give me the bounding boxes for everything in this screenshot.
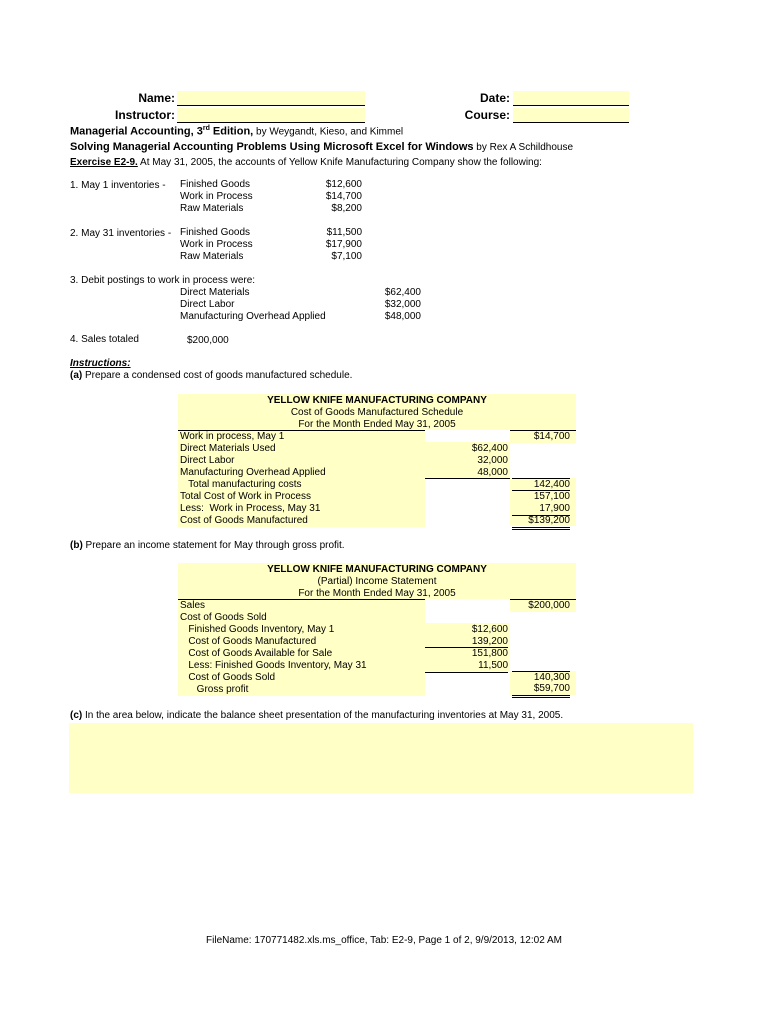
book-title-main: Managerial Accounting, 3	[70, 125, 203, 138]
schedule-header	[178, 394, 576, 430]
table-cell: 151,800	[425, 647, 508, 660]
list-item: Finished Goods $12,600	[180, 179, 362, 190]
answer-area[interactable]	[69, 723, 693, 793]
income-company: YELLOW KNIFE MANUFACTURING COMPANY	[267, 564, 487, 575]
table-row: Cost of Goods Available for Sale	[180, 648, 333, 659]
list-item: Finished Goods $11,500	[180, 227, 362, 238]
table-row: Cost of Goods Manufactured	[180, 515, 308, 526]
table-cell: 139,200	[471, 636, 508, 647]
table-cell: 142,400	[512, 478, 570, 491]
date-label: Date:	[479, 91, 510, 105]
list-item: Manufacturing Overhead Applied $48,000	[180, 311, 421, 322]
table-cell: $14,700	[533, 431, 570, 442]
table-cell: 140,300	[512, 671, 570, 684]
schedule-mid-rule	[425, 478, 510, 479]
course-field[interactable]	[513, 108, 629, 123]
table-row: Finished Goods Inventory, May 1	[180, 624, 335, 635]
table-cell: $200,000	[528, 600, 570, 611]
table-row: Total manufacturing costs	[180, 479, 302, 490]
course-label: Course:	[464, 108, 510, 122]
table-row: Gross profit	[180, 684, 249, 695]
table-row: Cost of Goods Manufactured	[180, 636, 317, 647]
date-field[interactable]	[513, 91, 629, 106]
table-cell: $12,600	[471, 624, 508, 635]
table-cell: 11,500	[425, 660, 508, 673]
instructor-field[interactable]	[177, 108, 365, 123]
table-cell: $139,200	[512, 515, 570, 530]
list-item: Direct Materials $62,400	[180, 287, 421, 298]
subtitle	[70, 141, 573, 153]
list-item: Raw Materials $7,100	[180, 251, 362, 262]
schedule-company: YELLOW KNIFE MANUFACTURING COMPANY	[267, 395, 487, 406]
income-header	[178, 563, 576, 599]
table-row: Work in process, May 1	[180, 431, 285, 442]
table-row: Cost of Goods Sold	[180, 612, 267, 623]
instructor-label: Instructor:	[115, 108, 175, 122]
income-title: (Partial) Income Statement	[317, 576, 437, 587]
book-title-edition: Edition,	[209, 125, 254, 138]
table-cell: 157,100	[512, 490, 570, 503]
subtitle-author: by Rex A Schildhouse	[473, 142, 574, 153]
item1-label: 1. May 1 inventories -	[70, 180, 166, 191]
list-item: Work in Process $17,900	[180, 239, 362, 250]
table-cell: $62,400	[471, 443, 508, 454]
table-row: Direct Materials Used	[180, 443, 276, 454]
table-row: Manufacturing Overhead Applied	[180, 467, 326, 478]
schedule-title: Cost of Goods Manufactured Schedule	[290, 407, 464, 418]
book-authors: by Weygandt, Kieso, and Kimmel	[253, 126, 404, 138]
instruction-b: (b) Prepare an income statement for May through gross profit.	[70, 540, 345, 551]
list-item: Direct Labor $32,000	[180, 299, 421, 310]
book-title-sup: rd	[202, 125, 210, 132]
item3-label: 3. Debit postings to work in process were:	[70, 275, 256, 286]
table-row: Less: Work in Process, May 31	[180, 503, 321, 514]
income-period: For the Month Ended May 31, 2005	[298, 588, 456, 599]
instruction-a: (a) Prepare a condensed cost of goods manufactured schedule.	[70, 370, 353, 381]
item2-label: 2. May 31 inventories -	[70, 228, 172, 239]
name-label: Name:	[138, 91, 175, 105]
table-row: Less: Finished Goods Inventory, May 31	[180, 660, 367, 671]
exercise-text: At May 31, 2005, the accounts of Yellow Knife Manufacturing Company show the following:	[137, 157, 542, 168]
instruction-c: (c) In the area below, indicate the balance sheet presentation of the manufacturing inventories at May 31, 2005.	[70, 710, 564, 721]
book-title	[70, 125, 403, 138]
subtitle-main: Solving Managerial Accounting Problems Using Microsoft Excel for Windows	[70, 141, 474, 153]
table-row: Total Cost of Work in Process	[180, 491, 311, 502]
instructions-heading: Instructions:	[70, 358, 131, 369]
exercise-label: Exercise E2-9.	[70, 157, 138, 168]
exercise-line	[70, 157, 542, 168]
list-item: Work in Process $14,700	[180, 191, 362, 202]
item4-value: $200,000	[187, 335, 229, 346]
item4-label: 4. Sales totaled	[70, 334, 139, 345]
name-field[interactable]	[177, 91, 365, 106]
table-row: Cost of Goods Sold	[180, 672, 276, 683]
page-footer: FileName: 170771482.xls.ms_office, Tab: E2-9, Page 1 of 2, 9/9/2013, 12:02 AM	[206, 935, 562, 946]
list-item: Raw Materials $8,200	[180, 203, 362, 214]
table-cell: 17,900	[512, 503, 570, 516]
table-cell: $59,700	[512, 683, 570, 698]
table-row: Direct Labor	[180, 455, 235, 466]
table-cell: 32,000	[477, 455, 508, 466]
table-cell: 48,000	[477, 467, 508, 478]
table-row: Sales	[180, 600, 206, 611]
schedule-period: For the Month Ended May 31, 2005	[298, 419, 456, 430]
